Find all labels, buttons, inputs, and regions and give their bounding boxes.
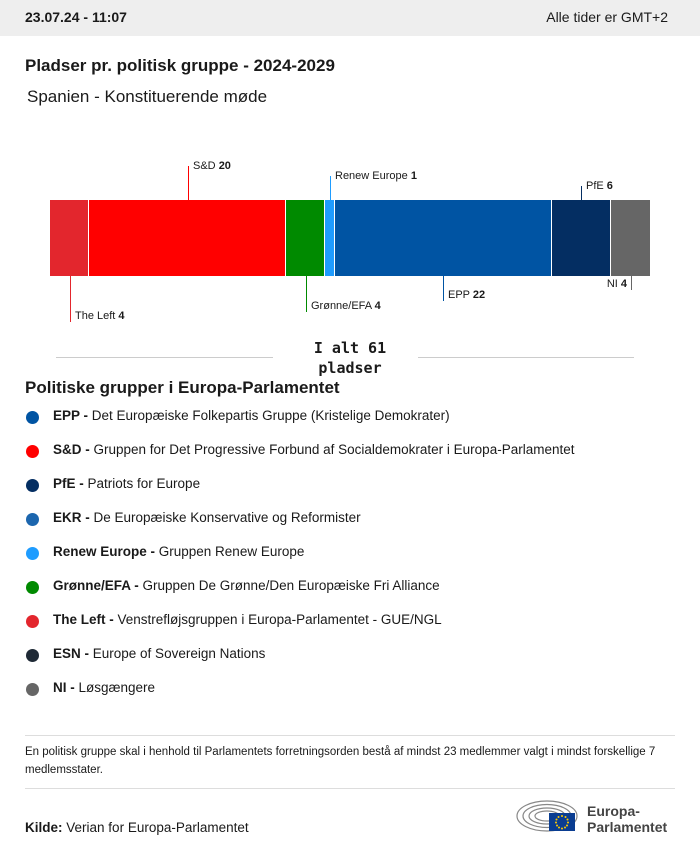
bar-label-name: Grønne/EFA [311,300,375,312]
bar-segment-pfe [552,200,610,276]
bar-segment-epp [335,200,550,276]
legend-abbr: EPP - [53,408,92,423]
divider [25,788,675,789]
legend-name: Patriots for Europe [87,476,201,491]
legend-title: Politiske grupper i Europa-Parlamentet [25,378,340,397]
bar-label-renew-europe [335,170,417,182]
legend-name: Løsgængere [78,680,156,695]
legend-item [25,468,685,502]
legend-color-dot [26,445,39,458]
legend-item-text [53,578,440,593]
footnote: En politisk gruppe skal i henhold til Parlamentets forretningsorden bestå af mindst 23 medlemmer valgt i mindst forskellige 7 medlemsstater. [25,746,656,776]
legend-abbr: S&D - [53,442,94,457]
legend-abbr: NI - [53,680,79,695]
bar-label-value: 4 [620,278,627,290]
legend-item [25,536,685,570]
legend-item-text [53,476,200,491]
bar-tick-pfe [581,186,582,200]
source-line [25,820,249,835]
top-bar [0,0,700,36]
legend-name: Gruppen De Grønne/Den Europæiske Fri Alliance [142,578,440,593]
legend-color-dot [26,513,39,526]
legend [25,400,685,706]
bar-tick-epp [443,276,444,301]
source-label: Kilde: [25,820,63,835]
legend-name: Venstrefløjsgruppen i Europa-Parlamentet - GUE/NGL [117,612,442,627]
legend-item [25,604,685,638]
chart-subtitle: Spanien - Konstituerende møde [27,87,268,106]
bar-label-name: NI [606,278,621,290]
total-divider-right [418,357,634,358]
bar-label-value: 4 [118,310,125,322]
bar-segment-renew-europe [325,200,334,276]
legend-name: Europe of Sovereign Nations [92,646,266,661]
legend-abbr: EKR - [53,510,94,525]
legend-abbr: Grønne/EFA - [53,578,143,593]
bar-segment-s-d [89,200,285,276]
divider [25,735,675,736]
timezone-note: Alle tider er GMT+2 [546,9,668,25]
legend-item-text [53,680,155,695]
legend-item [25,570,685,604]
bar-label-gr-nne-efa [311,300,381,312]
bar-label-value: 6 [606,180,613,192]
total-divider-left [56,357,273,358]
bar-tick-gr-nne-efa [306,276,307,312]
bar-label-ni [607,278,627,290]
legend-name: Det Europæiske Folkepartis Gruppe (Kristelige Demokrater) [91,408,450,423]
bar-label-value: 4 [374,300,381,312]
bar-label-value: 22 [472,289,486,301]
bar-tick-renew-europe [330,176,331,200]
legend-abbr: Renew Europe - [53,544,159,559]
total-seats-label: I alt 61 pladser [313,339,387,377]
bar-tick-ni [631,276,632,290]
bar-label-name: Renew Europe [335,170,411,182]
bar-label-name: PfE [586,180,607,192]
source-text: Verian for Europa-Parlamentet [66,820,249,835]
legend-color-dot [26,479,39,492]
bar-label-name: S&D [193,160,219,172]
bar-label-epp [448,289,485,301]
parliament-hemicycle-icon [515,797,581,835]
legend-abbr: The Left - [53,612,118,627]
legend-item [25,502,685,536]
legend-color-dot [26,683,39,696]
legend-name: De Europæiske Konservative og Reformister [93,510,361,525]
legend-item-text [53,544,304,559]
legend-color-dot [26,547,39,560]
legend-color-dot [26,581,39,594]
legend-item-text [53,442,574,457]
legend-color-dot [26,649,39,662]
legend-abbr: ESN - [53,646,93,661]
legend-item-text [53,646,265,661]
legend-item-text [53,612,442,627]
legend-item [25,672,685,706]
bar-tick-s-d [188,166,189,200]
bar-segment-gr-nne-efa [286,200,324,276]
legend-abbr: PfE - [53,476,88,491]
chart-title: Pladser pr. politisk gruppe - 2024-2029 [25,56,335,75]
bar-label-name: EPP [448,289,473,301]
bar-tick-the-left [70,276,71,322]
bar-label-s-d [193,160,231,172]
bar-label-value: 1 [410,170,417,182]
bar-label-pfe [586,180,613,192]
legend-item-text [53,408,450,423]
bar-segment-ni [611,200,650,276]
bar-label-the-left [75,310,125,322]
legend-item-text [53,510,361,525]
logo-text: Europa- Parlamentet [587,803,668,835]
bar-segment-the-left [50,200,88,276]
timestamp: 23.07.24 - 11:07 [25,9,127,25]
legend-color-dot [26,411,39,424]
legend-item [25,434,685,468]
bar-label-name: The Left [75,310,119,322]
bar-label-value: 20 [218,160,231,172]
legend-item [25,638,685,672]
europarl-logo [515,797,685,837]
legend-name: Gruppen for Det Progressive Forbund af Socialdemokrater i Europa-Parlamentet [93,442,575,457]
legend-name: Gruppen Renew Europe [158,544,305,559]
legend-item [25,400,685,434]
legend-color-dot [26,615,39,628]
